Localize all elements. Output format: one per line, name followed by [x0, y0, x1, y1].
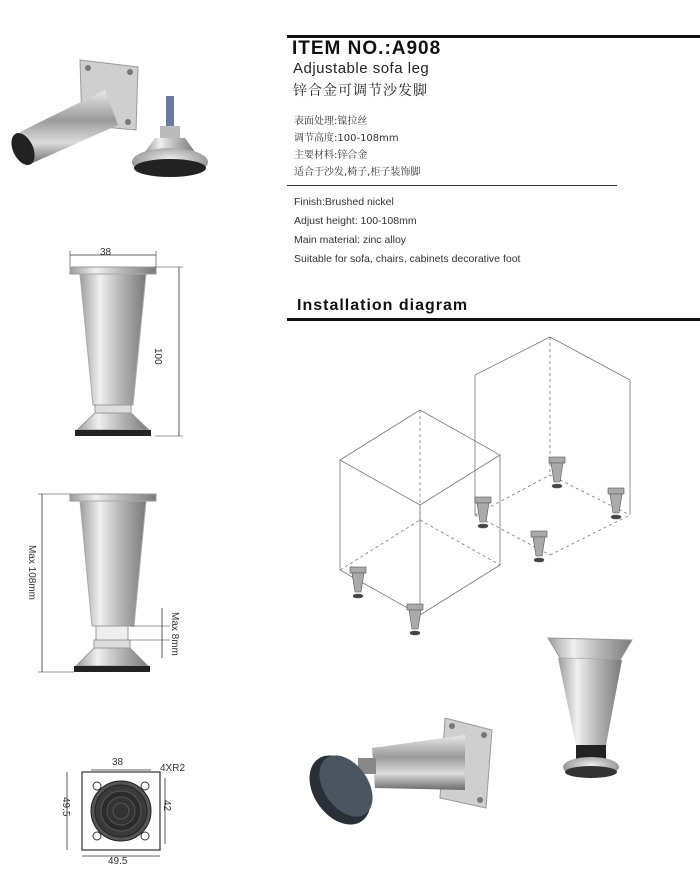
spec-en-usage: Suitable for sofa, chairs, cabinets decorative foot: [294, 253, 521, 265]
installation-cabinets-diagram: [320, 325, 650, 645]
product-photo-top: [0, 40, 230, 200]
side-drawing-fixed: [55, 245, 195, 445]
product-photo-bottom: [300, 630, 640, 850]
spec-en-height: Adjust height: 100-108mm: [294, 215, 417, 227]
side-drawing-extended: [30, 488, 200, 688]
installation-rule: [287, 318, 700, 321]
spec-en-finish: Finish:Brushed nickel: [294, 196, 394, 208]
plate-outer-height-label: 49.5: [60, 797, 71, 817]
spec-cn-height: 调节高度:100-108mm: [294, 133, 399, 144]
spec-cn-material: 主要材料:锌合金: [294, 150, 368, 161]
plate-inner-width-label: 38: [112, 757, 124, 768]
plate-inner-height-label: 42: [161, 800, 172, 812]
side-width-label: 38: [100, 247, 112, 258]
plate-outer-width-label: 49.5: [108, 856, 128, 867]
product-name-cn: 锌合金可调节沙发脚: [293, 83, 428, 99]
specs-cn: [294, 113, 420, 181]
spec-divider: [287, 185, 617, 186]
item-number: ITEM NO.:A908: [292, 38, 442, 59]
product-name-en: Adjustable sofa leg: [293, 60, 430, 77]
spec-cn-finish: 表面处理:镍拉丝: [294, 116, 368, 127]
max-adjust-label: Max 8mm: [169, 612, 180, 656]
side-height-label: 100: [152, 348, 163, 365]
plate-holes-label: 4XR2: [160, 763, 186, 774]
installation-heading: Installation diagram: [297, 297, 469, 314]
specs-en: [294, 193, 520, 269]
spec-en-material: Main material: zinc alloy: [294, 234, 407, 246]
spec-cn-usage: 适合于沙发,椅子,柜子装饰脚: [294, 167, 421, 178]
max-height-label: Max 108mm: [26, 545, 37, 601]
